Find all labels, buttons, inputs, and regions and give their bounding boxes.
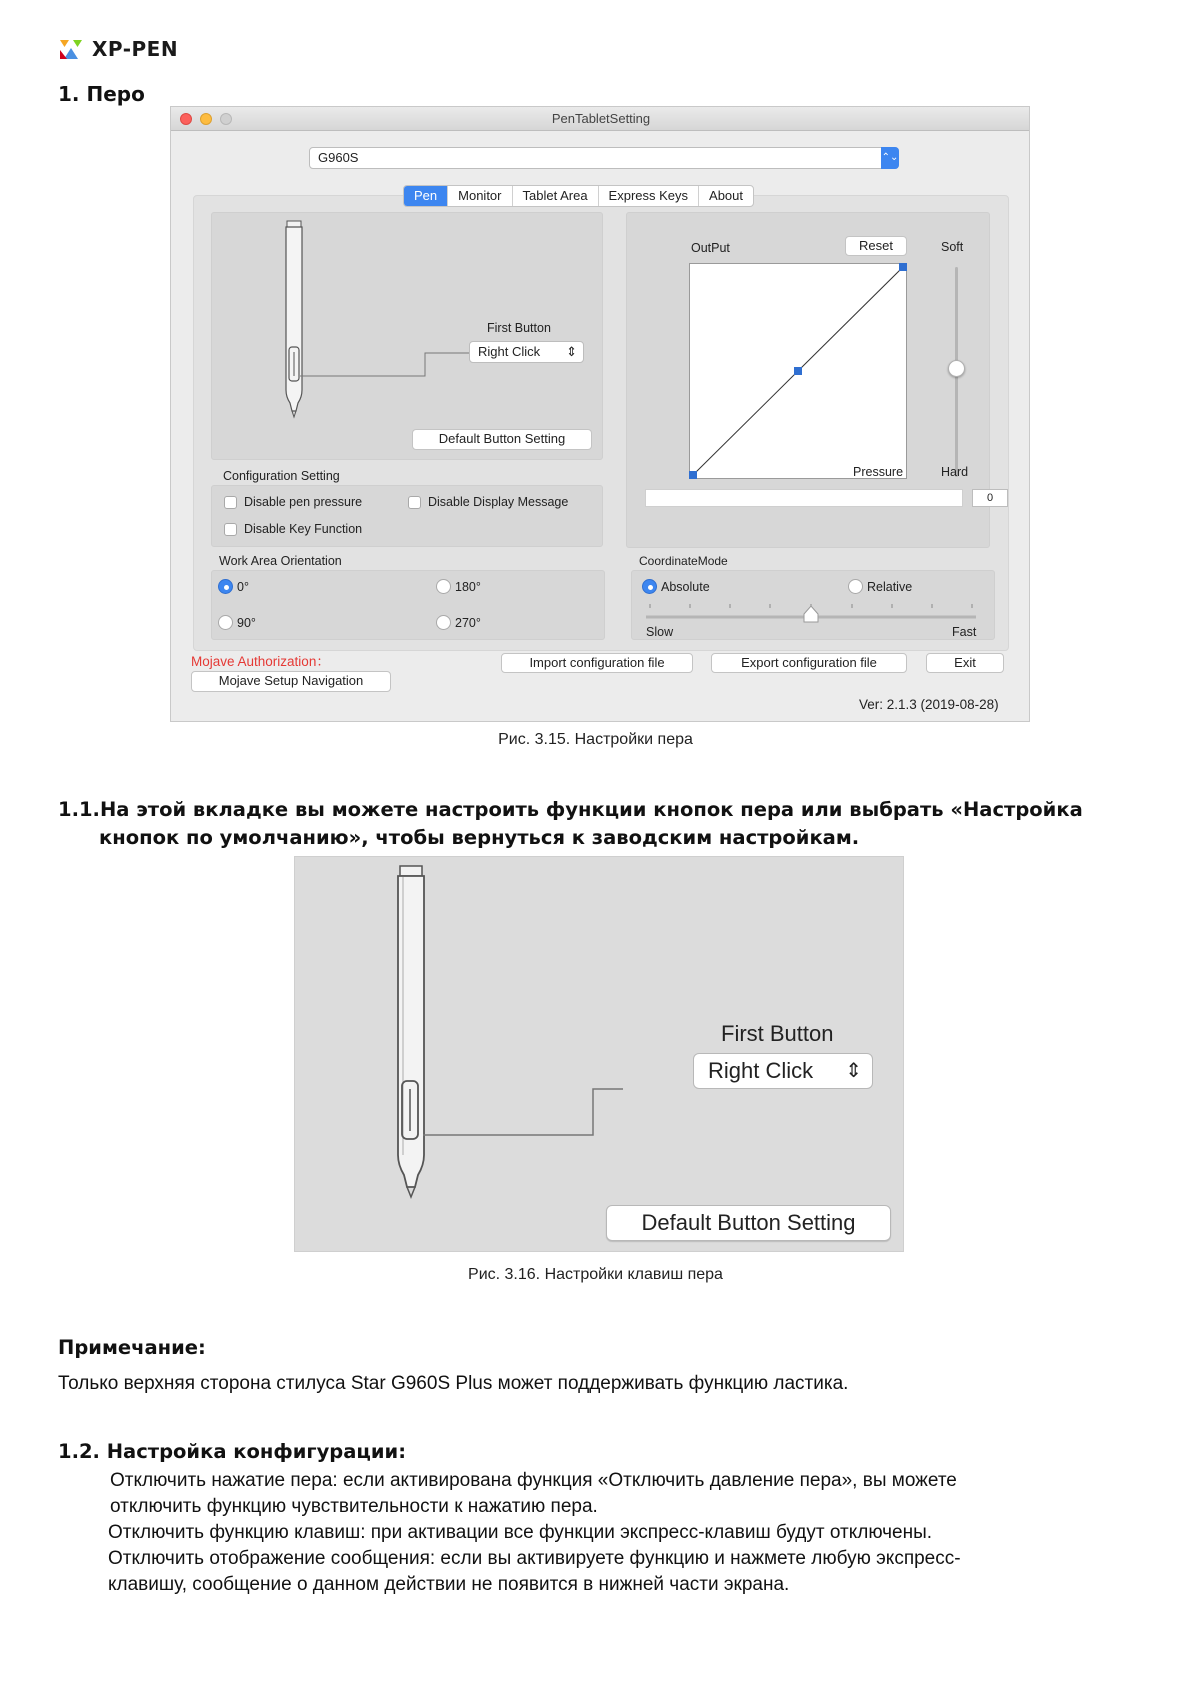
import-configuration-button[interactable]: Import configuration file — [501, 653, 693, 673]
first-button-leader-line-large — [423, 1069, 623, 1139]
disable-key-function-checkbox[interactable] — [224, 522, 362, 536]
output-label: OutPut — [691, 241, 730, 255]
first-button-label: First Button — [487, 321, 551, 335]
orientation-90-radio[interactable] — [218, 615, 256, 630]
checkbox-box — [224, 496, 237, 509]
pressure-curve-graph[interactable] — [689, 263, 907, 479]
pen-illustration-large-icon — [369, 865, 459, 1215]
checkbox-box — [408, 496, 421, 509]
pressure-curve-point[interactable] — [899, 263, 907, 271]
checkbox-box — [224, 523, 237, 536]
orientation-0-label: 0° — [237, 579, 249, 594]
first-button-label-large: First Button — [721, 1021, 834, 1046]
exit-button[interactable]: Exit — [926, 653, 1004, 673]
first-button-select[interactable] — [469, 341, 584, 363]
pressure-label: Pressure — [853, 465, 904, 479]
default-button-setting-button[interactable]: Default Button Setting — [412, 429, 592, 450]
chevron-updown-icon: ⇕ — [845, 1060, 862, 1082]
coordinate-mode-box — [631, 570, 995, 640]
settings-tabs — [403, 185, 754, 207]
pressure-sensitivity-area — [626, 212, 994, 548]
note-title: Примечание: — [58, 1336, 206, 1359]
soft-label: Soft — [941, 240, 964, 254]
device-select[interactable] — [309, 147, 899, 169]
section-1-2-p2: Отключить функцию клавиш: при активации все функции экспресс-клавиш будут отключены. — [108, 1522, 933, 1543]
orientation-180-label: 180° — [455, 579, 481, 594]
relative-radio[interactable] — [848, 579, 912, 594]
default-button-setting-button-large[interactable]: Default Button Setting — [606, 1205, 891, 1241]
pen-tablet-setting-window — [170, 106, 1030, 722]
tab-about[interactable]: About — [709, 188, 744, 203]
mojave-authorization-label: Mojave Authorization： — [191, 654, 330, 669]
reset-button[interactable]: Reset — [845, 236, 907, 256]
minimize-window-button[interactable] — [200, 113, 212, 125]
relative-label: Relative — [867, 579, 913, 594]
version-label: Ver: 2.1.3 (2019-08-28) — [859, 697, 999, 712]
pen-button-area — [211, 212, 603, 460]
first-button-select-value-large: Right Click — [708, 1058, 814, 1083]
pen-illustration-icon — [265, 215, 325, 425]
radio-dot — [642, 579, 657, 594]
pen-buttons-zoom-screenshot — [294, 856, 904, 1252]
configuration-setting-box — [211, 485, 603, 547]
orientation-0-radio[interactable] — [218, 579, 249, 594]
xp-pen-logo — [58, 36, 178, 62]
section-1-2-p3b: клавишу, сообщение о данном действии не появится в нижней части экрана. — [108, 1574, 790, 1595]
work-area-orientation-title: Work Area Orientation — [219, 554, 342, 568]
disable-key-function-label: Disable Key Function — [244, 522, 363, 536]
orientation-270-label: 270° — [455, 615, 481, 630]
disable-pen-pressure-checkbox[interactable] — [224, 495, 362, 509]
pressure-curve-point[interactable] — [689, 471, 697, 479]
chevron-updown-icon: ⌃⌄ — [881, 147, 899, 169]
maximize-window-button[interactable] — [220, 113, 232, 125]
radio-dot — [436, 579, 451, 594]
orientation-90-label: 90° — [237, 615, 256, 630]
disable-display-message-checkbox[interactable] — [408, 495, 568, 509]
close-window-button[interactable] — [180, 113, 192, 125]
figure-caption-3-16: Рис. 3.16. Настройки клавиш пера — [468, 1266, 723, 1283]
section-1-2-p3a: Отключить отображение сообщения: если вы активируете функцию и нажмете любую экспресс- — [108, 1548, 961, 1569]
speed-fast-label: Fast — [952, 625, 977, 639]
first-button-select-large[interactable] — [693, 1053, 873, 1089]
absolute-radio[interactable] — [642, 579, 710, 594]
section-heading-pen: 1. Перо — [58, 82, 145, 106]
mojave-setup-navigation-button[interactable]: Mojave Setup Navigation — [191, 671, 391, 692]
section-1-1-line2: кнопок по умолчанию», чтобы вернуться к заводским настройкам. — [99, 826, 860, 849]
section-1-1-line1: 1.1.На этой вкладке вы можете настроить функции кнопок пера или выбрать «Настройка — [58, 798, 1083, 821]
window-titlebar — [171, 107, 1030, 131]
absolute-label: Absolute — [661, 579, 710, 594]
speed-slider-knob[interactable] — [804, 606, 818, 622]
pressure-curve-point[interactable] — [794, 367, 802, 375]
note-text: Только верхняя сторона стилуса Star G960S Plus может поддерживать функцию ластика. — [58, 1373, 849, 1394]
first-button-select-value: Right Click — [478, 344, 541, 359]
section-1-2-p1a: Отключить нажатие пера: если активирована функция «Отключить давление пера», вы можете — [110, 1470, 957, 1491]
radio-dot — [218, 615, 233, 630]
section-1-2-heading: 1.2. Настройка конфигурации: — [58, 1440, 406, 1463]
radio-dot — [436, 615, 451, 630]
radio-dot — [848, 579, 863, 594]
tab-pen[interactable]: Pen — [404, 186, 448, 206]
work-area-orientation-box — [211, 570, 605, 640]
device-select-value: G960S — [318, 150, 359, 165]
export-configuration-button[interactable]: Export configuration file — [711, 653, 907, 673]
configuration-setting-title: Configuration Setting — [223, 469, 340, 483]
tab-monitor[interactable]: Monitor — [448, 186, 512, 206]
speed-slider[interactable] — [646, 601, 976, 623]
disable-display-message-label: Disable Display Message — [428, 495, 569, 509]
chevron-updown-icon: ⇕ — [566, 344, 577, 359]
radio-dot — [218, 579, 233, 594]
pressure-value-field: 0 — [972, 489, 1008, 507]
orientation-180-radio[interactable] — [436, 579, 481, 594]
orientation-270-radio[interactable] — [436, 615, 481, 630]
section-1-2-p1b: отключить функцию чувствительности к нажатию пера. — [110, 1496, 598, 1517]
figure-caption-3-15: Рис. 3.15. Настройки пера — [498, 731, 693, 748]
tab-tablet-area[interactable]: Tablet Area — [513, 186, 599, 206]
speed-slow-label: Slow — [646, 625, 674, 639]
xp-pen-logo-icon — [58, 38, 84, 60]
logo-text: XP-PEN — [92, 37, 179, 61]
pressure-meter-bar — [645, 489, 963, 507]
hard-label: Hard — [941, 465, 969, 479]
tab-express-keys[interactable]: Express Keys — [599, 186, 699, 206]
soft-hard-slider-knob[interactable] — [948, 360, 965, 377]
disable-pen-pressure-label: Disable pen pressure — [244, 495, 363, 509]
coordinate-mode-title: CoordinateMode — [639, 554, 728, 568]
window-title: PenTabletSetting — [551, 111, 651, 126]
